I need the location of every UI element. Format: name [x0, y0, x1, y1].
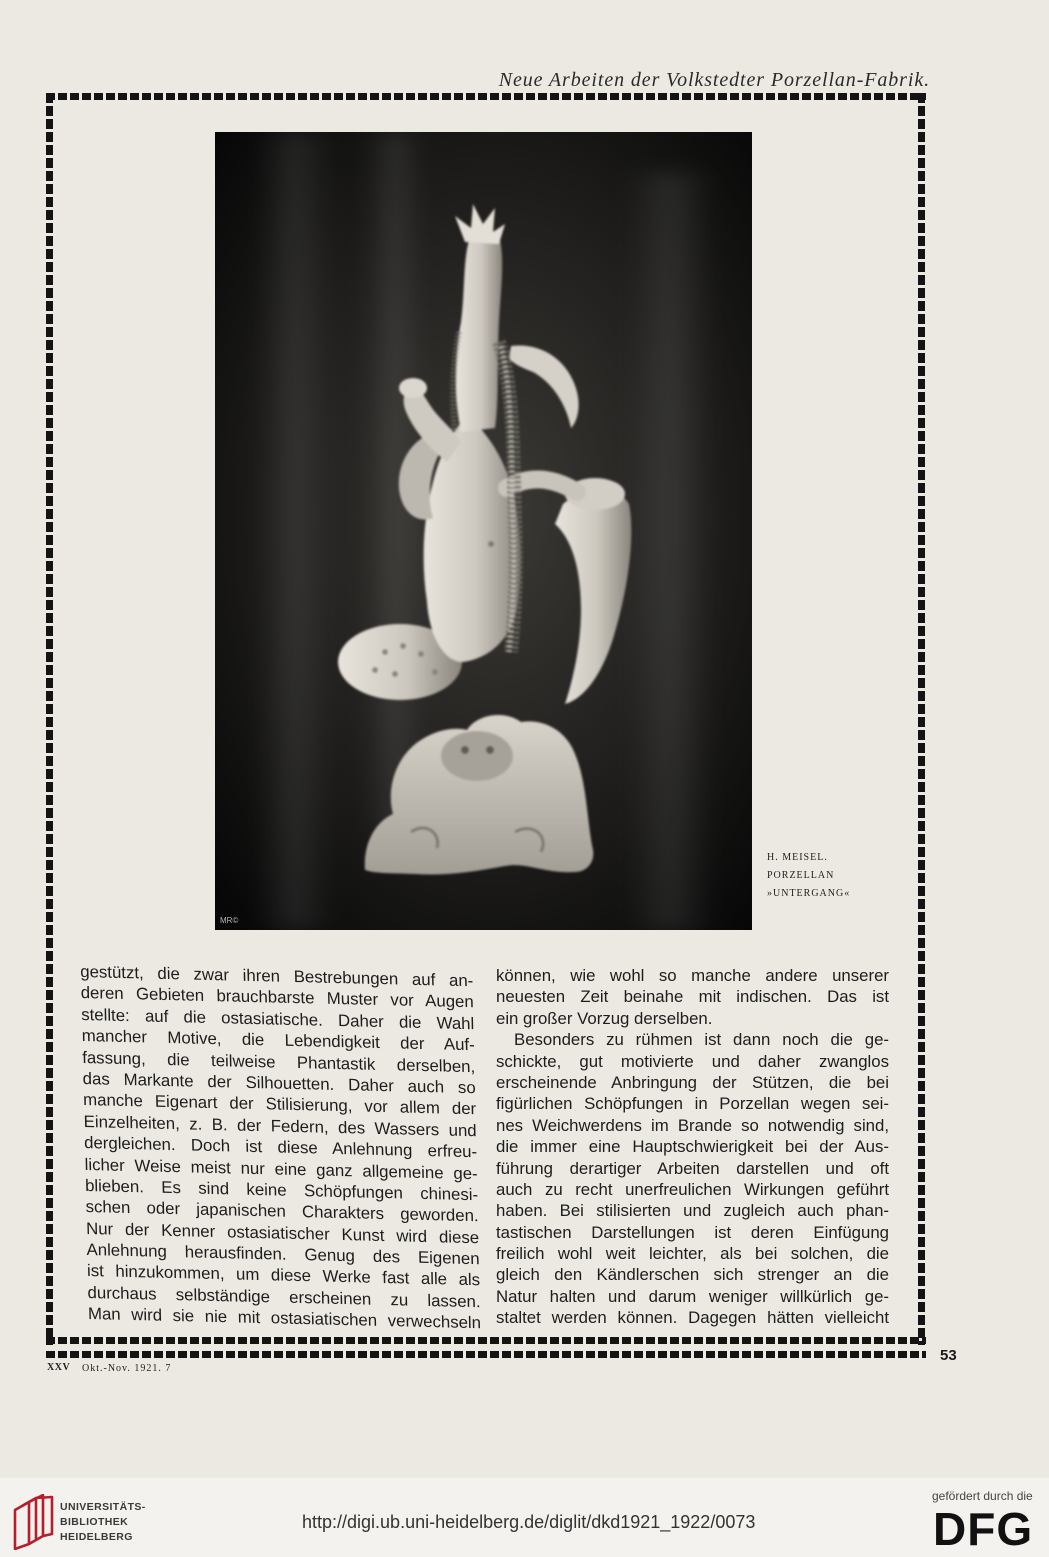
text-line: dergleichen. Doch ist diese Anlehnung erfreu- [83, 1133, 478, 1162]
funding-note: gefördert durch die [932, 1489, 1033, 1503]
text-line: die immer eine Hauptschwierigkeit bei der Aus- [496, 1137, 889, 1157]
frame-border-bottom-rule [46, 1351, 926, 1358]
text-line: blieben. Es sind keine Schöpfungen chinesi- [84, 1175, 479, 1205]
library-name-line: UNIVERSITÄTS- [60, 1501, 146, 1513]
text-line: ist hinzukommen, um diese Werke fast alle als [86, 1261, 481, 1290]
text-line: licher Weise meist nur eine ganz allgemeine ge- [84, 1154, 478, 1183]
frame-border-bottom [46, 1337, 926, 1344]
text-line: freilich wohl weit leichter, als bei solchen, die [496, 1244, 889, 1264]
caption-material: PORZELLAN [767, 870, 835, 881]
text-line: staltet werden können. Dagegen hätten vielleicht [496, 1308, 889, 1328]
text-line: erscheinende Anbringung der Stützen, die bei [496, 1072, 889, 1092]
porcelain-figure-image [215, 132, 752, 930]
text-line: Anlehnung herausfinden. Genug des Eigenen [86, 1240, 480, 1269]
text-line: gleich den Kändlerschen sich strenger an die [496, 1265, 889, 1285]
text-line: haben. Bei stilisierten und zugleich auch phan- [496, 1201, 889, 1221]
base-mask-face [441, 731, 513, 781]
issue-date: Okt.-Nov. 1921. 7 [82, 1363, 172, 1374]
frame-border-top [46, 93, 926, 100]
text-line: das Markante der Silhouetten. Daher auch so [82, 1068, 476, 1098]
library-name [60, 1500, 146, 1545]
text-line: figürlichen Schöpfungen in Porzellan wegen sei- [496, 1094, 889, 1114]
held-fish [399, 378, 427, 398]
text-line: können, wie wohl so manche andere unserer [496, 966, 889, 985]
text-line: schickte, gut motivierte und daher zwanglos [496, 1051, 889, 1071]
caption-title: »UNTERGANG« [767, 888, 851, 899]
text-line: nes Weichwerdens im Brande so notwendig sind, [496, 1115, 889, 1135]
text-line: manche Eigenart der Stilisierung, vor allem der [82, 1090, 477, 1119]
page-number: 53 [940, 1347, 957, 1364]
running-head: Neue Arbeiten der Volkstedter Porzellan-Fabrik. [498, 69, 930, 91]
text-line: Man wird sie nie mit ostasiatischen verwechseln [87, 1304, 482, 1333]
frame-border-right [918, 93, 925, 1345]
caption-artist: H. MEISEL. [767, 852, 828, 863]
text-line: ein großer Vorzug derselben. [496, 1008, 713, 1028]
text-line: Natur halten und darum weniger willkürlich ge- [496, 1286, 889, 1306]
frame-border-left [46, 93, 53, 1345]
photo-monogram: MR© [220, 916, 239, 925]
text-column-left [80, 961, 481, 1334]
text-line: Besonders zu rühmen ist dann noch die ge- [514, 1030, 889, 1050]
dfg-logo: DFG [933, 1503, 1034, 1555]
text-line: durchaus selbständige erscheinen zu lassen. [87, 1282, 481, 1312]
library-name-line: HEIDELBERG [60, 1531, 133, 1543]
digitization-url: http://digi.ub.uni-heidelberg.de/diglit/dkd1921_1922/0073 [302, 1512, 756, 1532]
figure-caption [767, 849, 850, 903]
library-name-line: BIBLIOTHEK [60, 1516, 129, 1528]
text-line: Nur der Kenner ostasiatischer Kunst wird diese [85, 1218, 480, 1247]
text-line: stellte: auf die ostasiatische. Daher die Wahl [80, 1004, 475, 1034]
text-line: neuesten Zeit beinahe mit indischen. Das ist [496, 987, 889, 1007]
volume-number: XXV [47, 1362, 71, 1373]
text-line: auch zu recht unerfreulichen Wirkungen geführt [496, 1179, 889, 1199]
text-line: schen oder japanischen Charakters geworden. [85, 1197, 479, 1226]
text-column-right [496, 965, 889, 1329]
library-logo-icon [12, 1494, 56, 1555]
text-line: führung derartiger Arbeiten darstellen und oft [496, 1158, 889, 1178]
text-line: gestützt, die zwar ihren Bestrebungen auf an- [80, 962, 474, 991]
text-line: tastischen Darstellungen ist deren Einfügung [496, 1222, 889, 1242]
text-line: fassung, die teilweise Phantastik derselben, [81, 1047, 476, 1076]
text-line: deren Gebieten brauchbarste Muster vor Augen [80, 983, 474, 1012]
text-line: Einzelheiten, z. B. der Federn, des Wassers und [83, 1111, 477, 1140]
figure-photograph [215, 132, 752, 930]
text-line: mancher Motive, die Lebendigkeit der Auf- [81, 1026, 475, 1055]
